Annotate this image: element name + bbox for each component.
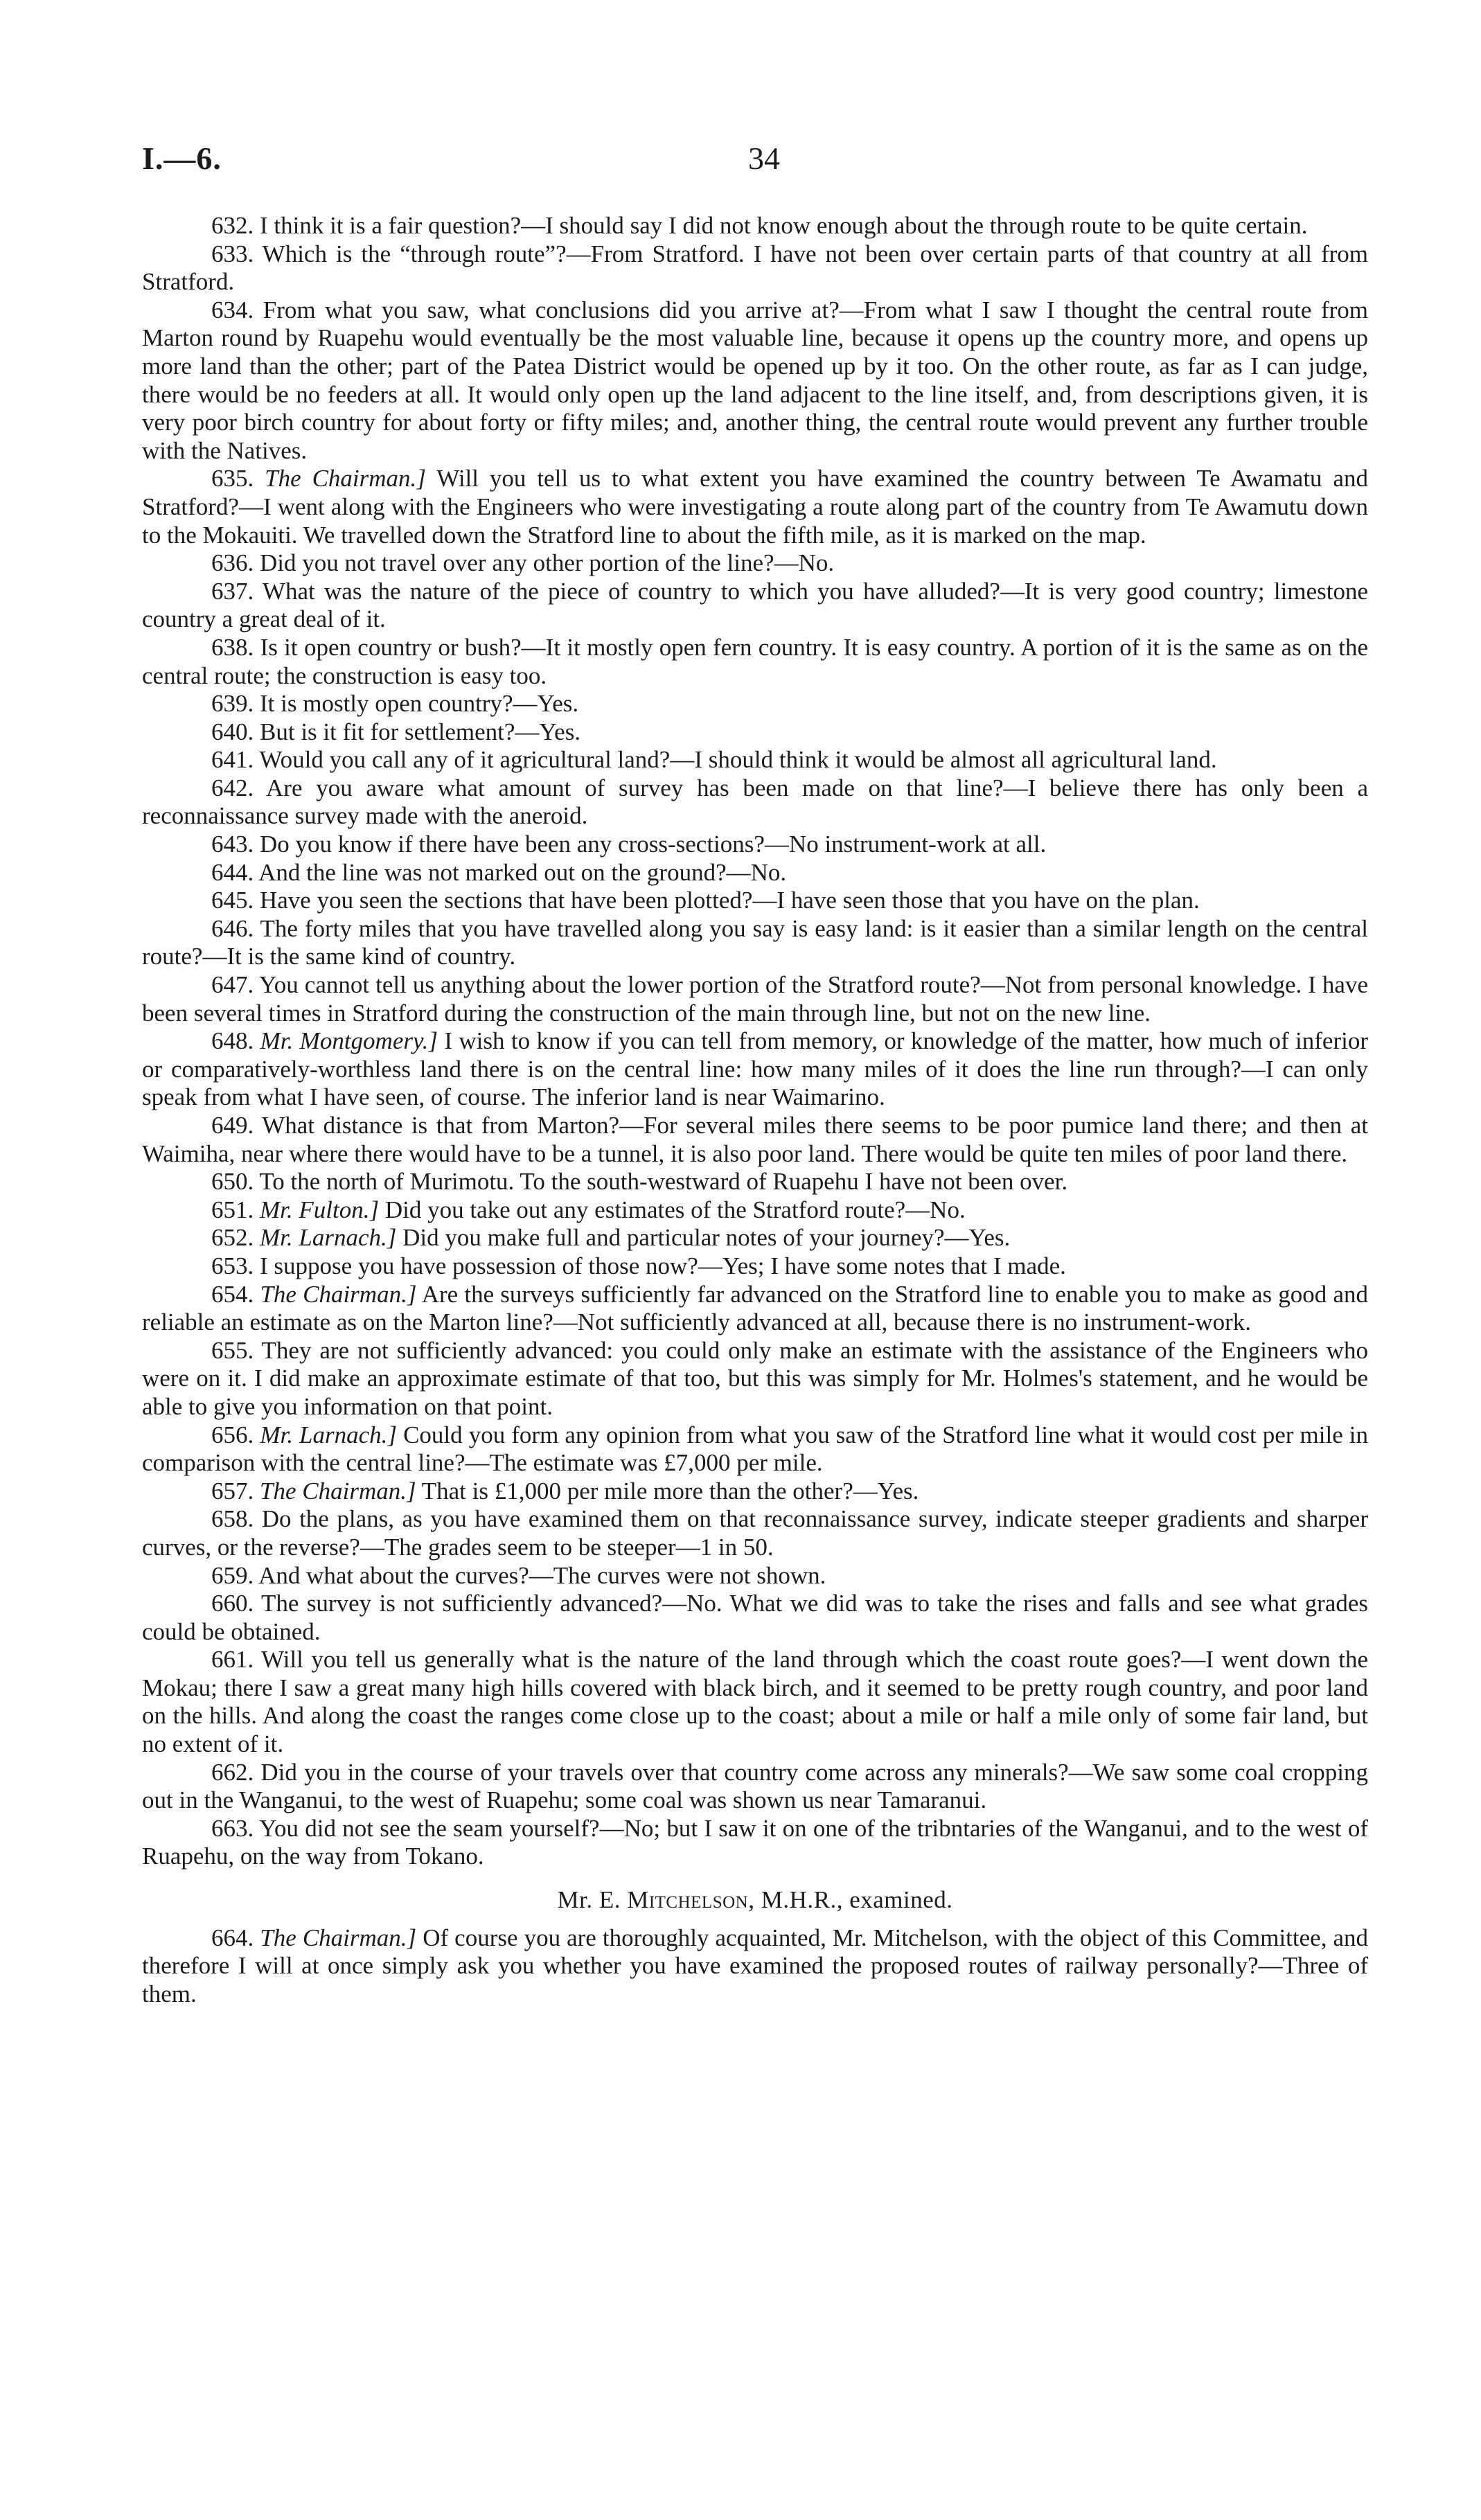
question-paragraph — [142, 831, 1368, 859]
question-number: 647. — [211, 971, 254, 999]
question-text: What distance is that from Marton?—For several miles there seems to be poor pumice land there; and then at Waimiha, near where there would have to be a tunnel, it is also poor land. There would be quite ten miles of poor land there. — [142, 1112, 1368, 1167]
question-paragraph — [142, 465, 1368, 549]
question-paragraph — [142, 1224, 1368, 1252]
question-text: Did you not travel over any other portion of the line?—No. — [260, 549, 835, 577]
question-paragraph — [142, 1337, 1368, 1421]
question-text: I think it is a fair question?—I should say I did not know enough about the through route to be quite certain. — [260, 212, 1308, 239]
question-number: 661. — [211, 1646, 254, 1674]
question-text: That is £1,000 per mile more than the other?—Yes. — [421, 1477, 919, 1505]
question-number: 664. — [211, 1924, 254, 1951]
question-paragraph — [142, 690, 1368, 718]
question-paragraph — [142, 1252, 1368, 1281]
question-text: You cannot tell us anything about the lower portion of the Stratford route?—Not from personal knowledge. I have been several times in Stratford during the construction of the main through line, but not on the new line. — [142, 971, 1368, 1027]
question-text: Do the plans, as you have examined them on that reconnaissance survey, indicate steeper gradients and sharper curves, or the reverse?—The grades seem to be steeper—1 in 50. — [142, 1505, 1368, 1561]
question-number: 642. — [211, 774, 254, 801]
question-text: The survey is not sufficiently advanced?—No. What we did was to take the rises and falls and see what grades could be obtained. — [142, 1590, 1369, 1645]
question-number: 632. — [211, 212, 254, 239]
document-reference: I.—6. — [142, 141, 222, 176]
speaker-label: The Chairman.] — [260, 1924, 417, 1951]
question-text: The forty miles that you have travelled along you say is easy land: is it easier than a similar length on the central route?—It is the same kind of country. — [142, 914, 1368, 970]
witness-title: , M.H.R., examined. — [748, 1886, 953, 1914]
question-paragraph — [142, 1505, 1368, 1561]
speaker-label: Mr. Larnach.] — [260, 1224, 397, 1252]
question-paragraph — [142, 1196, 1368, 1225]
question-number: 662. — [211, 1758, 254, 1786]
question-text: Did you make full and particular notes of your journey?—Yes. — [402, 1224, 1011, 1252]
question-number: 636. — [211, 549, 254, 577]
question-paragraph — [142, 915, 1368, 971]
question-paragraph — [142, 240, 1368, 296]
speaker-label: The Chairman.] — [260, 1280, 417, 1308]
question-paragraph — [142, 1168, 1368, 1196]
question-text: You did not see the seam yourself?—No; but I saw it on one of the tribntaries of the Wanganui, and to the west of Ruapehu, on the way from Tokano. — [142, 1814, 1368, 1870]
question-text: What was the nature of the piece of country to which you have alluded?—It is very good country; limestone country a great deal of it. — [142, 577, 1368, 633]
question-text: I wish to know if you can tell from memory, or knowledge of the matter, how much of inferior or comparatively-worthless land there is on the central line: how many miles of it does the line run through?—I can only speak from what I have seen, of course. The inferior land is near Waimarino. — [142, 1027, 1368, 1111]
question-text: From what you saw, what conclusions did you arrive at?—From what I saw I thought the central route from Marton round by Ruapehu would eventually be the most valuable line, because it opens up the country more, and opens up more land than the other; part of the Patea District would be opened up by it too. On the other route, as far as I can judge, there would be no feeders at all. It would only open up the land adjacent to the line itself, and, from descriptions given, it is very poor birch country for about forty or fifty miles; and, another thing, the central route would prevent any further trouble with the Natives. — [142, 296, 1369, 464]
question-text: Could you form any opinion from what you saw of the Stratford line what it would cost per mile in comparison with the central line?—The estimate was £7,000 per mile. — [142, 1421, 1369, 1477]
question-number: 640. — [211, 718, 254, 745]
question-number: 638. — [211, 633, 254, 661]
question-text: Would you call any of it agricultural land?—I should think it would be almost all agricultural land. — [259, 746, 1217, 774]
question-paragraph — [142, 718, 1368, 747]
question-text: But is it fit for settlement?—Yes. — [260, 718, 581, 745]
question-paragraph — [142, 1562, 1368, 1590]
question-paragraph — [142, 1027, 1368, 1112]
question-number: 655. — [211, 1336, 254, 1364]
question-text: Is it open country or bush?—It it mostly open fern country. It is easy country. A portion of it is the same as on the central route; the construction is easy too. — [142, 633, 1369, 689]
question-number: 641. — [211, 746, 254, 774]
question-paragraph — [142, 578, 1368, 634]
question-text: Which is the “through route”?—From Stratford. I have not been over certain parts of that country at all from Stratford. — [142, 240, 1368, 296]
speaker-label: The Chairman.] — [260, 1477, 416, 1505]
question-number: 658. — [211, 1505, 254, 1533]
speaker-label: Mr. Larnach.] — [260, 1421, 398, 1448]
question-text: Have you seen the sections that have been plotted?—I have seen those that you have on the plan. — [260, 887, 1200, 914]
witness-heading — [142, 1886, 1368, 1915]
question-text: Of course you are thoroughly acquainted, Mr. Mitchelson, with the object of this Committee, and therefore I will at once simply ask you whether you have examined the proposed routes of railway personally?—Three of them. — [142, 1924, 1369, 2007]
question-number: 656. — [211, 1421, 254, 1448]
question-text: They are not sufficiently advanced: you could only make an estimate with the assistance of the Engineers who were on it. I did make an approximate estimate of that too, but this was simply for Mr. Holmes's statement, and he would be able to give you information on that point. — [142, 1336, 1368, 1420]
question-paragraph — [142, 1281, 1368, 1337]
question-paragraph — [142, 887, 1368, 915]
question-number: 650. — [211, 1168, 254, 1196]
question-text: Will you tell us generally what is the nature of the land through which the coast route goes?—I went down the Mokau; there I saw a great many high hills covered with black birch, and it seemed to be pretty rough country, and poor land on the hills. And along the coast the ranges come close up to the coast; about a mile or half a mile only of some fair land, but no extent of it. — [142, 1646, 1368, 1758]
question-paragraph — [142, 1590, 1368, 1646]
document-body — [142, 212, 1368, 2008]
question-paragraph — [142, 1815, 1368, 1871]
question-paragraph — [142, 1759, 1368, 1815]
question-text: To the north of Murimotu. To the south-westward of Ruapehu I have not been over. — [259, 1168, 1068, 1196]
page-number: 34 — [748, 141, 780, 176]
question-paragraph — [142, 746, 1368, 774]
question-number: 651. — [211, 1196, 254, 1223]
witness-name-prefix: Mr. E. — [557, 1886, 621, 1914]
question-number: 639. — [211, 690, 254, 718]
question-text: And the line was not marked out on the ground?—No. — [258, 858, 787, 886]
question-number: 644. — [211, 858, 254, 886]
speaker-label: The Chairman.] — [265, 465, 426, 493]
question-number: 660. — [211, 1590, 254, 1617]
question-paragraph — [142, 1421, 1368, 1478]
question-number: 652. — [211, 1224, 254, 1252]
question-number: 653. — [211, 1252, 254, 1279]
question-number: 657. — [211, 1477, 254, 1505]
question-text: Are the surveys sufficiently far advanced on the Stratford line to enable you to make as good and reliable an estimate as on the Marton line?—Not sufficiently advanced at all, because there is no instrument-work. — [142, 1280, 1368, 1336]
question-text: Are you aware what amount of survey has been made on that line?—I believe there has only been a reconnaissance survey made with the aneroid. — [142, 774, 1368, 830]
question-paragraph — [142, 549, 1368, 578]
question-paragraph — [142, 774, 1368, 831]
question-number: 633. — [211, 240, 254, 267]
question-number: 643. — [211, 831, 254, 858]
question-number: 663. — [211, 1814, 254, 1842]
question-number: 645. — [211, 887, 254, 914]
question-paragraph — [142, 296, 1368, 465]
speaker-label: Mr. Montgomery.] — [260, 1027, 438, 1055]
question-number: 654. — [211, 1280, 254, 1308]
question-number: 634. — [211, 296, 254, 323]
question-text: Will you tell us to what extent you have examined the country between Te Awamatu and Stratford?—I went along with the Engineers who were investigating a route along part of the country from Te Awamutu down to the Mokauiti. We travelled down the Stratford line to about the fifth mile, as it is marked on the map. — [142, 465, 1368, 549]
question-paragraph — [142, 1112, 1368, 1168]
question-paragraph — [142, 1646, 1368, 1758]
question-paragraph — [142, 634, 1368, 690]
question-paragraph — [142, 971, 1368, 1027]
witness-surname: Mitchelson — [627, 1886, 749, 1914]
question-paragraph — [142, 1924, 1368, 2009]
question-paragraph — [142, 859, 1368, 887]
question-text: It is mostly open country?—Yes. — [260, 690, 579, 718]
speaker-label: Mr. Fulton.] — [260, 1196, 380, 1223]
question-number: 648. — [211, 1027, 254, 1055]
question-number: 635. — [211, 465, 254, 493]
question-text: Did you in the course of your travels over that country come across any minerals?—We saw some coal cropping out in the Wanganui, to the west of Ruapehu; some coal was shown us near Tamaranui. — [142, 1758, 1368, 1814]
question-text: And what about the curves?—The curves were not shown. — [258, 1561, 826, 1589]
question-text: I suppose you have possession of those now?—Yes; I have some notes that I made. — [260, 1252, 1066, 1279]
question-paragraph — [142, 1478, 1368, 1506]
question-paragraph — [142, 212, 1368, 240]
page-header — [142, 140, 1368, 195]
question-number: 659. — [211, 1561, 254, 1589]
question-text: Did you take out any estimates of the Stratford route?—No. — [384, 1196, 966, 1223]
question-number: 646. — [211, 914, 254, 942]
question-text: Do you know if there have been any cross-sections?—No instrument-work at all. — [260, 831, 1047, 858]
question-number: 637. — [211, 577, 254, 605]
question-number: 649. — [211, 1112, 254, 1139]
